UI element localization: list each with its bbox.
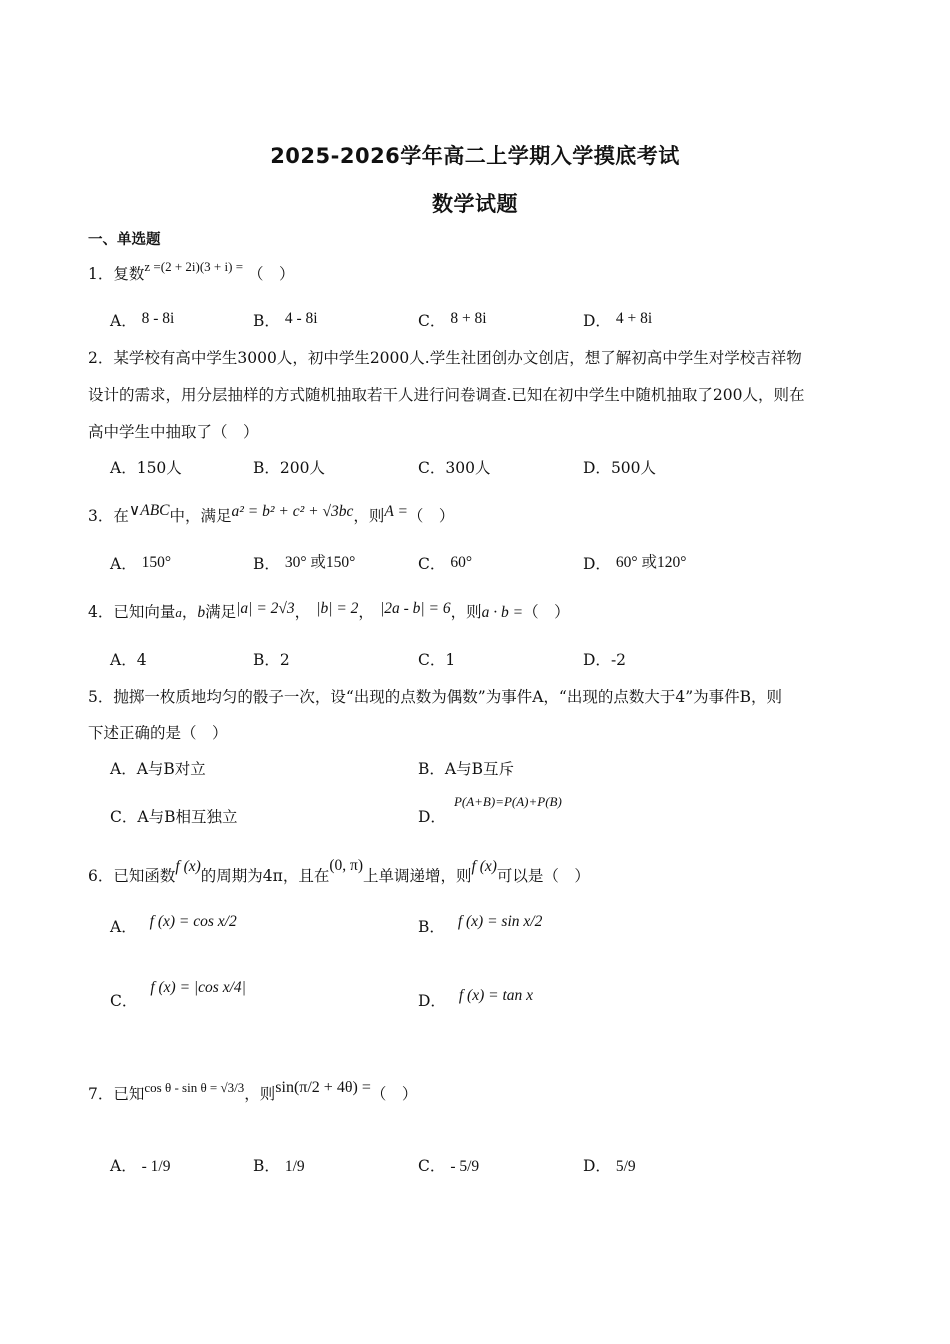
section-heading: 一、单选题 xyxy=(88,232,161,248)
math-ask: a · b = xyxy=(481,604,524,621)
question-number: 5． xyxy=(88,688,114,706)
question-text: 复数 xyxy=(113,265,145,283)
question-text-line-1: 抛掷一枚质地均匀的骰子一次，设“出现的点数为偶数”为事件A，“出现的点数大于4”为事件B，则 xyxy=(113,688,783,706)
option-5d: D．$^{P(A+B)=P(A)+P(B)}$ xyxy=(418,794,562,826)
math-expression: z =(2 + 2i)(3 + i) = xyxy=(144,259,244,274)
condition-a: |a| = 2√3 xyxy=(236,600,295,617)
option-7b: B． 1/9 xyxy=(253,1157,305,1175)
option-2d: D．500人 xyxy=(583,459,657,477)
condition-2a-b: |2a - b| = 6 xyxy=(379,600,451,617)
option-4c: C．1 xyxy=(418,651,456,669)
math-ask: A = xyxy=(384,503,408,520)
question-2-line-3: 高中学生中抽取了（ ） xyxy=(88,423,259,441)
formula: f (x) = cos x/2 xyxy=(149,913,237,930)
question-number: 6． xyxy=(88,867,114,885)
question-number: 2． xyxy=(88,349,114,367)
question-number: 3． xyxy=(88,507,114,525)
option-5a: A．A与B对立 xyxy=(110,760,206,778)
question-2-line-2: 设计的需求，用分层抽样的方式随机抽取若干人进行问卷调查.已知在初中学生中随机抽取了200人，则在 xyxy=(88,386,805,404)
option-4b: B．2 xyxy=(253,651,290,669)
option-3d: D． 60° 或120° xyxy=(583,554,687,573)
option-1a: A． 8 - 8i xyxy=(110,310,175,330)
option-6a: A． f (x) = cos x/2 xyxy=(110,913,237,936)
option-1d: D． 4 + 8i xyxy=(583,310,653,330)
formula: f (x) = |cos x/4| xyxy=(150,979,246,996)
exam-subtitle: 数学试题 xyxy=(432,192,518,216)
option-2c: C．300人 xyxy=(418,459,491,477)
vector-a: a xyxy=(175,605,182,620)
question-1 xyxy=(88,259,295,285)
given-condition: cos θ - sin θ = √3/3 xyxy=(144,1080,245,1095)
question-6: 6．已知函数f (x)的周期为4π，且在(0, π)上单调递增，则f (x)可以是（ ） xyxy=(88,857,590,885)
formula: f (x) = tan x xyxy=(458,987,534,1004)
question-7: 7．已知$^{cos \theta - sin \theta = √3/3}$，则sin(π/2 + 4θ) =（ ） xyxy=(88,1079,418,1103)
option-2b: B．200人 xyxy=(253,459,325,477)
option-7a: A． - 1/9 xyxy=(110,1157,171,1175)
option-5c: C．A与B相互独立 xyxy=(110,808,238,826)
option-6d: D． f (x) = tan x xyxy=(418,987,534,1010)
option-6b: B． f (x) = sin x/2 xyxy=(418,913,543,936)
option-6c: C． f (x) = |cos x/4| xyxy=(110,979,246,1010)
question-number: 4． xyxy=(88,603,114,621)
exam-title: 2025-2026学年高二上学期入学摸底考试 xyxy=(270,144,680,168)
option-2a: A．150人 xyxy=(110,459,182,477)
option-5b: B．A与B互斥 xyxy=(418,760,514,778)
formula: f (x) = sin x/2 xyxy=(457,913,543,930)
option-3b: B． 30° 或150° xyxy=(253,554,356,573)
question-number: 1． xyxy=(88,265,114,283)
question-2 xyxy=(88,348,802,368)
triangle-abc: ∨ABC xyxy=(128,502,170,519)
option-3a: A． 150° xyxy=(110,554,172,573)
interval: (0, π) xyxy=(329,857,363,874)
math-ask: sin(π/2 + 4θ) = xyxy=(275,1079,371,1096)
question-3: 3．在∨ABC中，满足a² = b² + c² + √3bc，则A =（ ） xyxy=(88,502,455,525)
option-7d: D． 5/9 xyxy=(583,1157,636,1175)
function-fx: f (x) xyxy=(471,858,497,875)
question-text-line-1: 某学校有高中学生3000人，初中学生2000人.学生社团创办文创店，想了解初高中学生对学校吉祥物 xyxy=(113,349,802,367)
option-4d: D．-2 xyxy=(583,651,627,669)
function-fx: f (x) xyxy=(175,858,201,875)
option-3c: C． 60° xyxy=(418,554,473,573)
question-5-line-2: 下述正确的是（ ） xyxy=(88,724,228,742)
option-7c: C． - 5/9 xyxy=(418,1157,480,1175)
answer-blank: （ ） xyxy=(247,265,295,283)
vector-b: b xyxy=(197,604,206,621)
question-5 xyxy=(88,687,782,707)
question-number: 7． xyxy=(88,1085,114,1103)
question-4: 4．已知向量a，b满足|a| = 2√3， |b| = 2， |2a - b| = 6，则a · b =（ ） xyxy=(88,600,570,621)
math-equation: a² = b² + c² + √3bc xyxy=(231,503,354,520)
condition-b: |b| = 2 xyxy=(316,600,359,617)
option-4a: A．4 xyxy=(110,651,147,669)
option-1b: B． 4 - 8i xyxy=(253,310,318,330)
option-1c: C． 8 + 8i xyxy=(418,310,487,330)
